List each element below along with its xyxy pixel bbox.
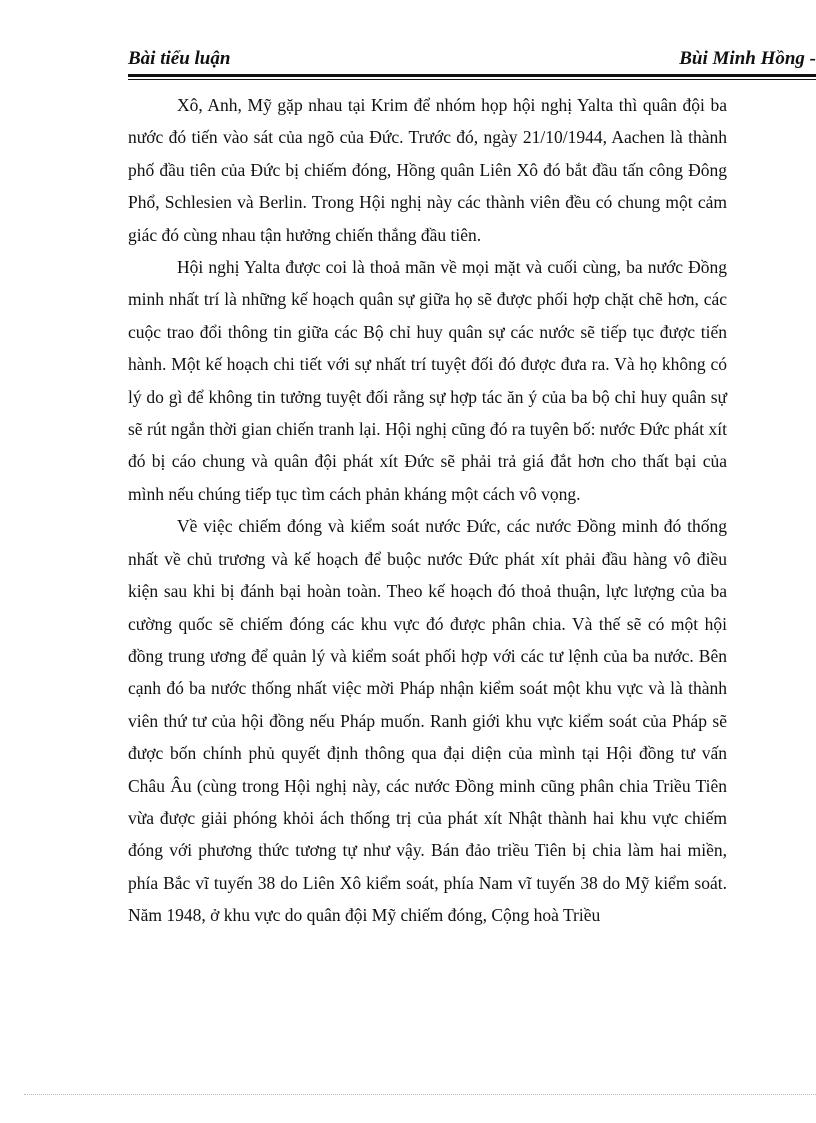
paragraph: Xô, Anh, Mỹ gặp nhau tại Krim để nhóm họp hội nghị Yalta thì quân đội ba nước đó tiến vào sát của ngõ của Đức. Trước đó, ngày 21/10/1944, Aachen là thành phố đầu tiên của Đức bị chiếm đóng, Hồng quân Liên Xô đó bắt đầu tấn công Đông Phổ, Schlesien và Berlin. Trong Hội nghị này các thành viên đều có chung một cảm giác đó cùng nhau tận hưởng chiến thắng đầu tiên. <box>128 95 727 245</box>
page-header <box>128 48 816 74</box>
header-rule <box>128 74 816 77</box>
header-title: Bài tiểu luận <box>128 48 231 69</box>
footer-divider <box>24 1094 816 1095</box>
paragraph: Hội nghị Yalta được coi là thoả mãn về mọi mặt và cuối cùng, ba nước Đồng minh nhất trí là những kế hoạch quân sự giữa họ sẽ được phối hợp chặt chẽ hơn, các cuộc trao đổi thông tin giữa các Bộ chỉ huy quân sự các nước sẽ tiếp tục được tiến hành. Một kế hoạch chi tiết với sự nhất trí tuyệt đối đó được đưa ra. Và họ không có lý do gì để không tin tưởng tuyệt đối rằng sự hợp tác ăn ý của ba bộ chỉ huy quân sự sẽ rút ngắn thời gian chiến tranh lại. Hội nghị cũng đó ra tuyên bố: nước Đức phát xít đó bị cáo chung và quân đội phát xít Đức sẽ phải trả giá đắt hơn cho thất bại của mình nếu chúng tiếp tục tìm cách phản kháng một cách vô vọng. <box>128 257 727 504</box>
header-rule-thin <box>128 79 816 80</box>
paragraph: Về việc chiếm đóng và kiểm soát nước Đức, các nước Đồng minh đó thống nhất về chủ trương và kế hoạch để buộc nước Đức phát xít phải đầu hàng vô điều kiện sau khi bị đánh bại hoàn toàn. Theo kế hoạch đó thoả thuận, lực lượng của ba cường quốc sẽ chiếm đóng các khu vực đó được phân chia. Và thế sẽ có một hội đồng trung ương để quản lý và kiểm soát phối hợp với các tư lệnh của ba nước. Bên cạnh đó ba nước thống nhất việc mời Pháp nhận kiểm soát một khu vực và là thành viên thứ tư của hội đồng nếu Pháp muốn. Ranh giới khu vực kiểm soát của Pháp sẽ được bốn chính phủ quyết định thông qua đại diện của mình tại Hội đồng tư vấn Châu Âu (cùng trong Hội nghị này, các nước Đồng minh cũng phân chia Triều Tiên vừa được giải phóng khỏi ách thống trị của phát xít Nhật thành hai khu vực chiếm đóng với phương thức tương tự như vậy. Bán đảo triều Tiên bị chia làm hai miền, phía Bắc vĩ tuyến 38 do Liên Xô kiểm soát, phía Nam vĩ tuyến 38 do Mỹ kiểm soát. Năm 1948, ở khu vực do quân đội Mỹ chiếm đóng, Cộng hoà Triều <box>128 516 727 926</box>
document-body <box>128 89 727 932</box>
header-author: Bùi Minh Hồng - <box>679 48 816 69</box>
